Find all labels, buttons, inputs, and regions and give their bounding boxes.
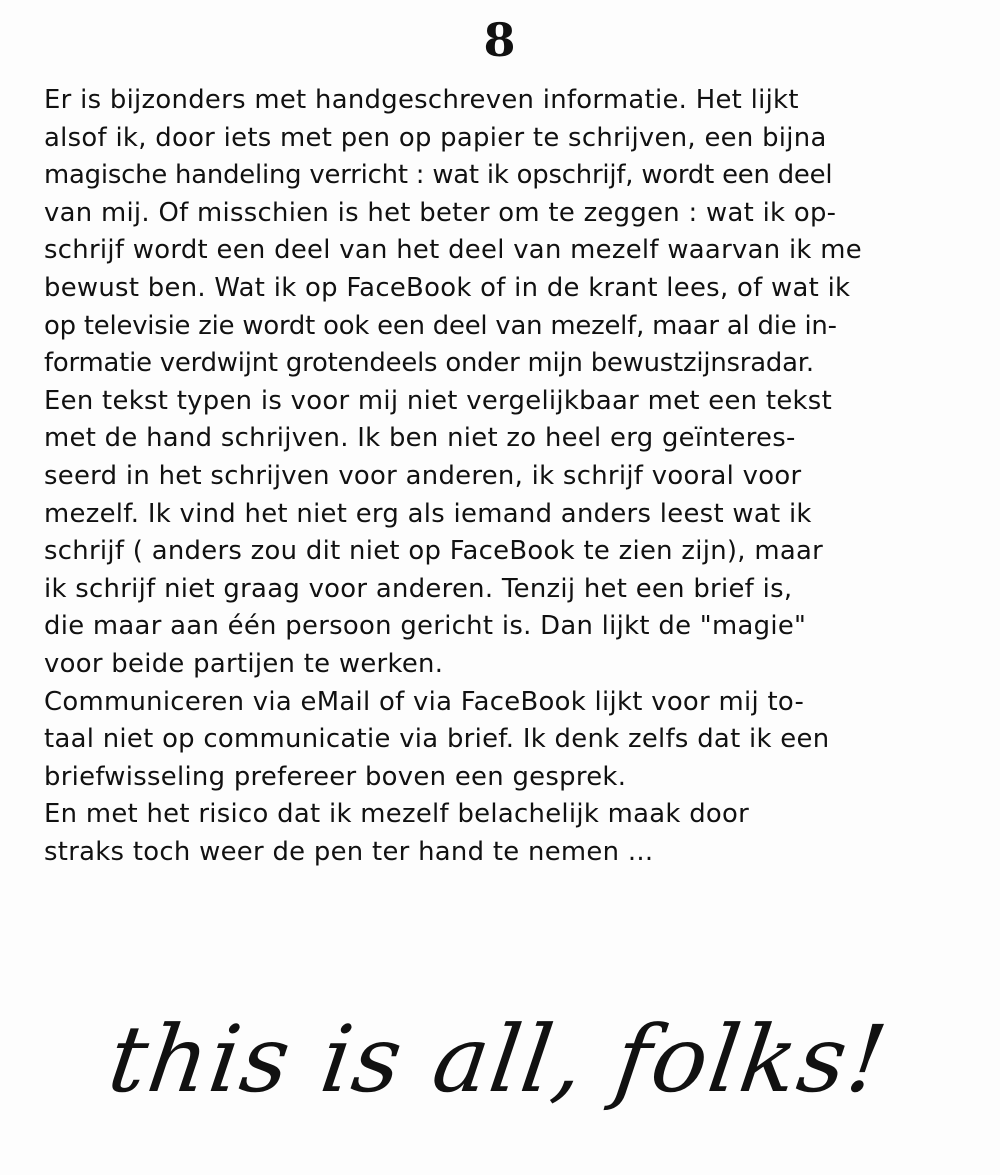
page-number: 8 [483,13,517,67]
text-line: van mij. Of misschien is het beter om te zeggen : wat ik op- [44,197,837,228]
text-line: alsof ik, door iets met pen op papier te schrijven, een bijna [44,122,827,153]
text-line: briefwisseling prefereer boven een gesprek. [44,761,627,792]
text-line: schrijf wordt een deel van het deel van mezelf waarvan ik me [44,235,862,266]
handwritten-body-text [44,82,964,871]
text-line: straks toch weer de pen ter hand te nemen ... [44,836,654,867]
text-line: ik schrijf niet graag voor anderen. Tenzij het een brief is, [44,573,793,604]
text-line: Er is bijzonders met handgeschreven informatie. Het lijkt [44,85,799,115]
text-line: bewust ben. Wat ik op FaceBook of in de krant lees, of wat ik [44,272,851,303]
text-line: met de hand schrijven. Ik ben niet zo heel erg geïnteres- [44,423,796,454]
text-line: taal niet op communicatie via brief. Ik denk zelfs dat ik een [44,724,830,755]
text-line: En met het risico dat ik mezelf belachelijk maak door [44,799,750,830]
text-line: die maar aan één persoon gericht is. Dan lijkt de "magie" [44,611,807,642]
text-line: Communiceren via eMail of via FaceBook lijkt voor mij to- [44,686,805,717]
text-line: formatie verdwijnt grotendeels onder mijn bewustzijnsradar. [44,348,814,379]
closing-calligraphy: this is all, folks! [102,1006,895,1113]
text-line: voor beide partijen te werken. [44,648,444,679]
text-line: schrijf ( anders zou dit niet op FaceBook te zien zijn), maar [44,536,824,567]
text-line: Een tekst typen is voor mij niet vergelijkbaar met een tekst [44,385,833,416]
text-line: mezelf. Ik vind het niet erg als iemand anders leest wat ik [44,498,812,529]
text-line: seerd in het schrijven voor anderen, ik schrijf vooral voor [44,460,802,491]
text-line: magische handeling verricht : wat ik opschrijf, wordt een deel [44,160,833,191]
text-line: op televisie zie wordt ook een deel van mezelf, maar al die in- [44,310,837,341]
